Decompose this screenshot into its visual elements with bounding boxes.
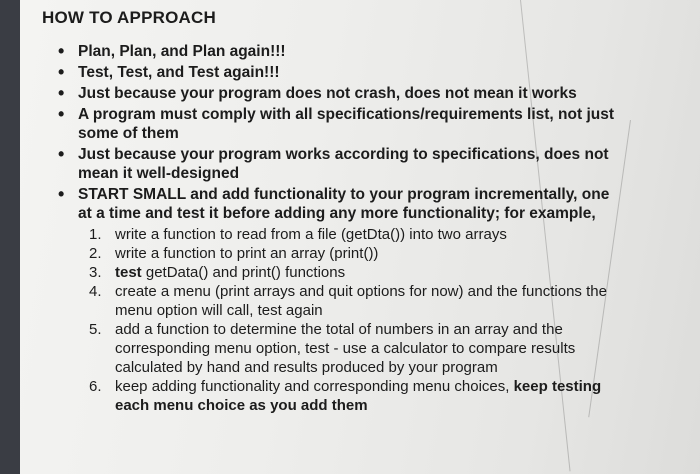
step-item: 5. add a function to determine the total of numbers in an array and the corresponding menu option, test - use a calculator to compare results calculated by hand and results produced by your program [89, 321, 576, 376]
step-item: 6. keep adding functionality and corresponding menu choices, keep testing each menu choice as you add them [89, 378, 602, 414]
step-item: 3. test getData() and print() functions [89, 264, 346, 281]
numbered-steps [78, 225, 698, 415]
page-title: HOW TO APPROACH [42, 8, 216, 27]
list-item: • Test, Test, and Test again!!! [58, 63, 698, 82]
list-item: • Just because your program works according to specifications, does not mean it well-designed [58, 145, 698, 183]
document-page [20, 0, 700, 474]
step-item: 4. create a menu (print arrays and quit options for now) and the functions the menu option will call, test again [89, 283, 607, 319]
step-item: 1. write a function to read from a file (getDta()) into two arrays [89, 226, 507, 243]
list-item: • START SMALL and add functionality to your program incrementally, one at a time and test it before adding any more functionality; for example, 1. write a function to read from a file (getDta()) into two arrays 2. write a function to print an array (print()) 3. test getData() and print() functions 4. create a menu (print arrays and quit options for now) and the functions the menu option will call, test again 5. add a function to determine the total of numbers in an array and the corresponding menu option, test - use a calculator to compare results calculated by hand and results produced by your program 6. keep adding functionality and corresponding menu choices, keep testing each menu choice as you add them [58, 185, 698, 415]
list-item: • A program must comply with all specifications/requirements list, not just some of them [58, 105, 698, 143]
step-item: 2. write a function to print an array (print()) [89, 245, 379, 262]
bullet-list [58, 42, 698, 417]
list-item: • Just because your program does not crash, does not mean it works [58, 84, 698, 103]
list-item: • Plan, Plan, and Plan again!!! [58, 42, 698, 61]
